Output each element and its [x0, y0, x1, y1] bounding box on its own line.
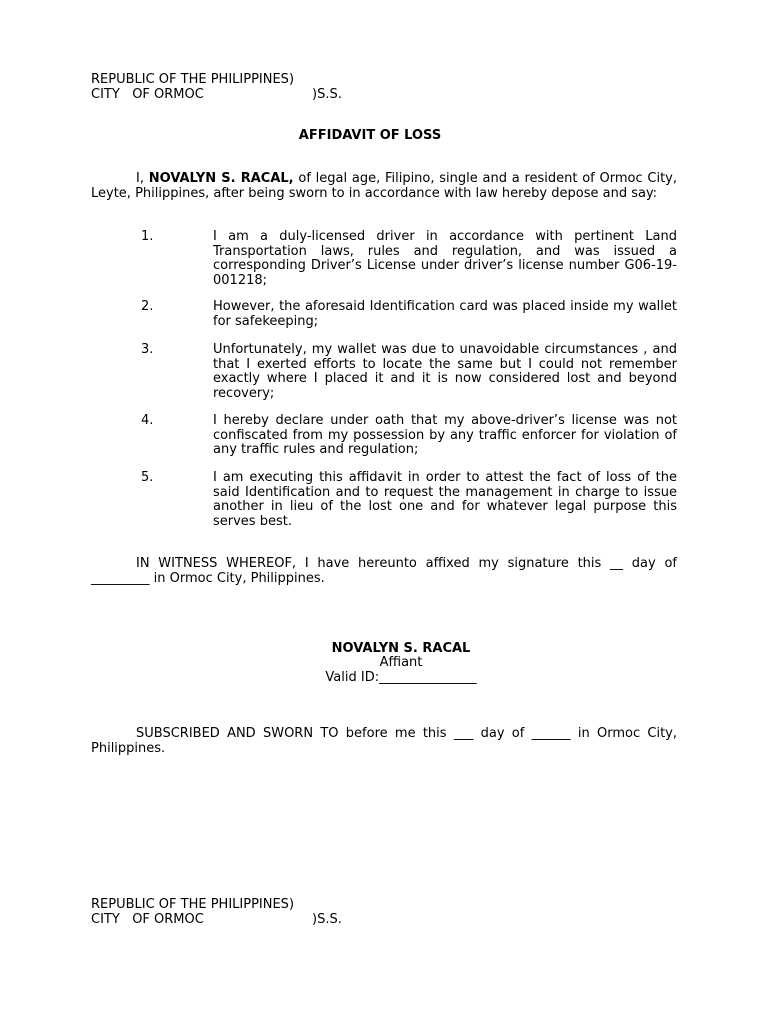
item-number: 2. — [141, 299, 154, 314]
header-republic: REPUBLIC OF THE PHILIPPINES) — [91, 72, 295, 87]
item-number: 3. — [141, 342, 154, 357]
intro-text: of legal age, Filipino, single and a resident of Ormoc City, Leyte, Philippines, after being sworn to in accordance with law hereby depose and say: — [91, 171, 677, 201]
affiant-name: NOVALYN S. RACAL — [331, 641, 471, 656]
valid-id-line: Valid ID:_______________ — [325, 670, 477, 685]
header-ss: )S.S. — [312, 87, 342, 102]
item-number: 4. — [141, 413, 154, 428]
witness-text: IN WITNESS WHEREOF, I have hereunto affixed my signature this __ day of _________ in Ormoc City, Philippines. — [91, 556, 677, 586]
item-text: However, the aforesaid Identification card was placed inside my wallet for safekeeping; — [213, 299, 677, 329]
intro-paragraph — [91, 172, 677, 201]
header-republic-bottom: REPUBLIC OF THE PHILIPPINES) — [91, 897, 295, 912]
item-number: 5. — [141, 470, 154, 485]
subscribed-paragraph — [91, 727, 677, 756]
item-text: I hereby declare under oath that my above-driver’s license was not confiscated from my possession by any traffic enforcer for violation of any traffic rules and regulation; — [213, 413, 677, 458]
affiant-role: Affiant — [379, 655, 423, 670]
item-text: I am a duly-licensed driver in accordance with pertinent Land Transportation laws, rules and regulation, and was issued a corresponding Driver’s License under driver’s license number G06-19-001218; — [213, 229, 677, 288]
witness-paragraph — [91, 557, 677, 586]
item-text: I am executing this affidavit in order to attest the fact of loss of the said Identification and to request the management in charge to issue another in lieu of the lost one and for whatever legal purpose this serves best. — [213, 470, 677, 529]
affiant-name-intro: NOVALYN S. RACAL, — [148, 171, 294, 186]
intro-prefix: I, — [136, 171, 144, 186]
header-city-bottom: CITY OF ORMOC — [91, 912, 204, 927]
item-number: 1. — [141, 229, 154, 244]
subscribed-text: SUBSCRIBED AND SWORN TO before me this ___ day of ______ in Ormoc City, Philippines. — [91, 726, 677, 756]
header-city: CITY OF ORMOC — [91, 87, 204, 102]
document-title: AFFIDAVIT OF LOSS — [298, 128, 442, 143]
item-text: Unfortunately, my wallet was due to unavoidable circumstances , and that I exerted efforts to locate the same but I could not remember exactly where I placed it and it is now considered lost and beyond recovery; — [213, 342, 677, 401]
header-ss-bottom: )S.S. — [312, 912, 342, 927]
